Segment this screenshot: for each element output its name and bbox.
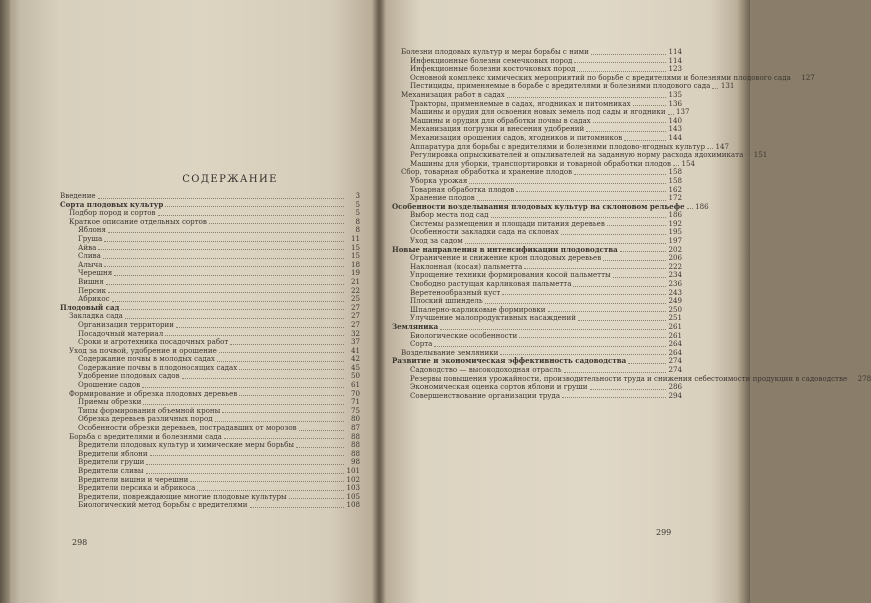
toc-entry-page: 135 (668, 89, 682, 99)
toc-entry-title: Возделывание земляники (401, 347, 499, 357)
toc-entry-title: Сроки и агротехника посадочных работ (78, 337, 229, 347)
toc-entry-title: Резервы повышения урожайности, производительности труда и снижения себестоимости продукции в садоводстве (410, 373, 848, 383)
left-page-number: 298 (72, 538, 88, 547)
book-gutter (372, 0, 386, 603)
toc-entry-title: Борьба с вредителями и болезнями сада (69, 431, 222, 441)
toc-entry-title: Машины и орудия для освоения новых земель под сады и ягодники (410, 107, 666, 117)
toc-entry-page: 88 (350, 431, 360, 441)
toc-entry-title: Айва (78, 242, 97, 252)
toc-leader-dots (150, 455, 344, 456)
toc-entry-title: Вредители сливы (78, 466, 144, 475)
toc-entry-page: 147 (715, 141, 730, 151)
toc-leader-dots (712, 88, 718, 89)
toc-entry-title: Земляника (392, 322, 439, 331)
toc-leader-dots (158, 215, 344, 216)
toc-entry-title: Слива (78, 251, 101, 261)
toc-entry-title: Краткое описание отдельных сортов (69, 216, 207, 226)
toc-leader-dots (190, 481, 344, 482)
toc-entry (60, 244, 360, 253)
toc-leader-dots (578, 320, 666, 321)
toc-entry-page: 88 (350, 448, 360, 458)
toc-entry-title: Уход за почвой, удобрение и орошение (69, 345, 217, 355)
toc-leader-dots (707, 148, 713, 149)
toc-leader-dots (143, 404, 344, 405)
toc-entry-page: 186 (695, 201, 709, 211)
toc-entry-page: 137 (676, 107, 690, 117)
toc-entry-title: Совершенствование организации труда (410, 390, 561, 400)
toc-entry-page: 80 (350, 414, 360, 424)
toc-leader-dots (485, 303, 666, 304)
toc-entry-title: Выбор места под сад (410, 210, 489, 220)
toc-leader-dots (613, 277, 666, 278)
toc-leader-dots (586, 131, 666, 132)
toc-entry-page: 71 (350, 397, 360, 407)
toc-entry-page: 21 (350, 276, 360, 286)
toc-entry-title: Основной комплекс химических мероприятий по борьбе с вредителями и болезнями плодового сада (410, 72, 791, 82)
toc-leader-dots (219, 352, 344, 353)
toc-leader-dots (146, 464, 344, 465)
toc-entry-title: Персик (78, 285, 107, 295)
toc-leader-dots (593, 122, 666, 123)
toc-leader-dots (165, 206, 344, 207)
toc-entry-title: Новые направления в интенсификации плодоводства (392, 244, 618, 254)
toc-leader-dots (590, 389, 666, 390)
toc-entry-page: 45 (350, 362, 360, 372)
toc-entry-title: Свободно растущая карликовая пальметта (410, 279, 572, 289)
toc-entry-title: Посадочный материал (78, 328, 164, 338)
toc-leader-dots (125, 318, 344, 319)
toc-entry-title: Машины и орудия для обработки почвы в садах (410, 115, 591, 125)
toc-leader-dots (577, 71, 666, 72)
toc-leader-dots (500, 354, 666, 355)
toc-entry-page: 286 (668, 382, 682, 392)
toc-leader-dots (562, 397, 666, 398)
toc-entry-page: 5 (355, 208, 360, 218)
toc-entry-title: Уход за садом (410, 236, 463, 246)
toc-entry-title: Плоский шпиндель (410, 296, 483, 306)
toc-entry-title: Садоводство — высокодоходная отрасль (410, 364, 562, 374)
toc-leader-dots (633, 105, 666, 106)
toc-entry-title: Закладка сада (69, 311, 123, 321)
toc-entry-page: 154 (681, 158, 696, 168)
toc-leader-dots (108, 232, 344, 233)
toc-leader-dots (591, 54, 666, 55)
toc-entry-page: 206 (668, 253, 682, 263)
toc-entry-page: 158 (668, 167, 682, 177)
toc-entry-page: 102 (346, 474, 360, 484)
toc-entry-title: Плодовый сад (60, 302, 120, 312)
toc-leader-dots (624, 140, 666, 141)
toc-entry-title: Вредители яблони (78, 448, 148, 458)
toc-entry-title: Вредители плодовых культур и химические меры борьбы (78, 440, 295, 450)
toc-entry-title: Системы размещения и площади питания деревьев (410, 218, 605, 228)
toc-entry-page: 25 (350, 294, 360, 304)
toc-entry-page: 195 (668, 227, 682, 237)
toc-entry-title: Абрикос (78, 294, 110, 304)
toc-leader-dots (103, 258, 344, 259)
toc-entry-page: 249 (668, 296, 682, 306)
toc-entry-title: Хранение плодов (410, 193, 475, 203)
toc-entry-title: Механизация работ в садах (401, 89, 505, 99)
toc-entry-page: 274 (668, 356, 682, 366)
toc-entry-page: 236 (668, 279, 682, 289)
toc-leader-dots (628, 363, 666, 364)
toc-leader-dots (524, 268, 666, 269)
toc-entry (60, 235, 360, 244)
toc-entry-title: Обрезка деревьев различных пород (78, 414, 213, 424)
toc-entry-title: Вишня (78, 276, 104, 286)
toc-entry-title: Инфекционные болезни семечковых пород (410, 55, 573, 65)
toc-leader-dots (561, 234, 666, 235)
toc-entry-title: Товарная обработка плодов (410, 184, 515, 194)
toc-entry-page: 264 (668, 347, 682, 357)
toc-entry-page: 18 (350, 259, 360, 269)
toc-entry-page: 197 (668, 236, 682, 246)
toc-leader-dots (603, 260, 666, 261)
book-edge-right (738, 0, 750, 603)
toc-entry (60, 501, 360, 510)
toc-leader-dots (142, 387, 344, 388)
toc-entry-page: 114 (668, 55, 682, 65)
toc-leader-dots (197, 490, 344, 491)
toc-leader-dots (112, 301, 344, 302)
toc-entry-title: Ограничение и снижение крон плодовых деревьев (410, 253, 602, 263)
toc-entry-title: Механизация погрузки и внесения удобрений (410, 124, 585, 134)
toc-entry-page: 114 (668, 47, 682, 56)
toc-leader-dots (469, 183, 666, 184)
toc-title: СОДЕРЖАНИЕ (182, 174, 278, 185)
toc-entry-page: 8 (355, 225, 360, 235)
toc-entry-page: 8 (355, 216, 360, 226)
toc-leader-dots (574, 174, 666, 175)
toc-entry-title: Особенности закладки сада на склонах (410, 227, 559, 237)
toc-entry-title: Регулировка опрыскивателей и опыливателей на заданную норму расхода ядохимиката (410, 150, 744, 160)
toc-entry-page: 274 (668, 364, 682, 374)
toc-leader-dots (573, 286, 666, 287)
toc-leader-dots (434, 346, 666, 347)
toc-entry-page: 42 (350, 354, 360, 364)
toc-leader-dots (217, 361, 344, 362)
toc-entry-title: Введение (60, 191, 96, 200)
toc-entry-title: Шпалерно-карликовые формировки (410, 304, 546, 314)
toc-leader-dots (215, 421, 344, 422)
toc-entry (60, 252, 360, 261)
toc-entry-page: 87 (350, 423, 360, 433)
toc-entry-title: Развитие и экономическая эффективность садоводства (392, 356, 627, 366)
toc-entry-title: Сбор, товарная обработка и хранение плодов (401, 167, 573, 177)
toc-entry-page: 140 (668, 115, 682, 125)
toc-entry-page: 70 (350, 388, 360, 398)
right-page-number: 299 (656, 528, 672, 537)
toc-entry-page: 158 (668, 175, 682, 185)
toc-entry-page: 136 (668, 98, 682, 108)
toc-entry-title: Удобрение плодовых садов (78, 371, 180, 381)
toc-entry-page: 15 (350, 242, 360, 252)
toc-entry-title: Формирование и обрезка плодовых деревьев (69, 388, 238, 398)
toc-entry-page: 261 (668, 322, 682, 331)
toc-leader-dots (289, 498, 344, 499)
left-toc-list (60, 192, 360, 510)
toc-leader-dots (239, 395, 344, 396)
toc-entry-title: Организация территории (78, 319, 175, 329)
toc-leader-dots (165, 335, 344, 336)
toc-entry-title: Содержание почвы в плодоносящих садах (78, 362, 238, 372)
toc-leader-dots (574, 62, 666, 63)
toc-entry-title: Сорта (410, 339, 433, 349)
toc-entry-title: Груша (78, 233, 103, 243)
toc-entry-page: 192 (668, 218, 682, 228)
toc-entry (392, 392, 682, 401)
toc-entry-title: Вредители груши (78, 457, 145, 467)
toc-entry-title: Упрощение техники формирования косой пальметты (410, 270, 611, 280)
toc-entry-page: 41 (350, 345, 360, 355)
toc-entry-title: Сорта плодовых культур (60, 199, 164, 209)
toc-entry-title: Содержание почвы в молодых садах (78, 354, 215, 364)
toc-leader-dots (465, 243, 666, 244)
toc-leader-dots (121, 309, 344, 310)
toc-entry-page: 15 (350, 251, 360, 261)
toc-leader-dots (176, 327, 344, 328)
toc-leader-dots (239, 369, 344, 370)
toc-entry-page: 19 (350, 268, 360, 278)
toc-entry-page: 172 (668, 193, 682, 203)
toc-leader-dots (507, 97, 666, 98)
toc-leader-dots (477, 200, 666, 201)
toc-entry-page: 22 (350, 285, 360, 295)
toc-entry-page: 261 (668, 330, 682, 340)
toc-leader-dots (146, 473, 344, 474)
toc-entry-page: 294 (668, 390, 682, 400)
toc-entry-title: Вредители вишни и черешни (78, 474, 189, 484)
toc-entry-title: Алыча (78, 259, 103, 269)
toc-entry-title: Наклонная (косая) пальметта (410, 261, 523, 271)
toc-entry-page: 234 (668, 270, 682, 280)
toc-entry-title: Экономическая оценка сортов яблони и груши (410, 382, 588, 392)
toc-entry-title: Пестициды, применяемые в борьбе с вредителями и болезнями плодового сада (410, 81, 711, 91)
toc-entry-page: 264 (668, 339, 682, 349)
toc-entry-page: 11 (350, 233, 360, 243)
toc-entry-title: Приемы обрезки (78, 397, 142, 407)
toc-entry-title: Особенности обрезки деревьев, пострадавших от морозов (78, 423, 297, 433)
toc-entry-title: Подбор пород и сортов (69, 208, 156, 218)
toc-leader-dots (98, 198, 344, 199)
toc-entry-title: Уборка урожая (410, 175, 468, 185)
toc-entry-title: Веретенообразный куст (410, 287, 501, 297)
toc-entry-title: Яблоня (78, 225, 106, 235)
toc-leader-dots (222, 412, 344, 413)
toc-entry-page: 88 (350, 440, 360, 450)
toc-leader-dots (564, 372, 666, 373)
toc-leader-dots (607, 225, 666, 226)
toc-entry-page: 75 (350, 405, 360, 415)
toc-entry-page: 105 (346, 491, 360, 501)
toc-entry-title: Механизация орошения садов, ягодников и питомников (410, 132, 623, 142)
toc-entry (392, 332, 682, 341)
toc-leader-dots (548, 311, 666, 312)
toc-entry-page: 251 (668, 313, 682, 323)
toc-leader-dots (491, 217, 667, 218)
toc-leader-dots (224, 438, 344, 439)
toc-entry-page: 27 (350, 319, 360, 329)
toc-entry-title: Особенности возделывания плодовых культур на склоновом рельефе (392, 201, 685, 211)
toc-entry-page: 250 (668, 304, 682, 314)
toc-entry (60, 226, 360, 235)
toc-leader-dots (620, 251, 666, 252)
toc-leader-dots (502, 294, 666, 295)
toc-entry-title: Биологические особенности (410, 330, 518, 340)
toc-leader-dots (230, 344, 344, 345)
toc-entry-page: 108 (346, 500, 360, 510)
toc-entry-page: 131 (720, 81, 735, 91)
toc-entry-page: 222 (668, 261, 682, 271)
toc-entry-page: 278 (857, 373, 871, 383)
toc-entry-title: Тракторы, применяемые в садах, ягодниках и питомниках (410, 98, 631, 108)
toc-entry-page: 143 (668, 124, 682, 134)
toc-entry-page: 27 (350, 311, 360, 321)
toc-entry-page: 61 (350, 380, 360, 390)
toc-leader-dots (209, 223, 344, 224)
toc-entry-title: Машины для уборки, транспортировки и товарной обработки плодов (410, 158, 672, 168)
toc-entry-title: Вредители, повреждающие многие плодовые культуры (78, 491, 287, 501)
toc-entry-page: 50 (350, 371, 360, 381)
toc-entry-page: 101 (346, 466, 360, 475)
toc-entry-title: Типы формирования объемной кроны (78, 405, 221, 415)
toc-entry-title: Вредители персика и абрикоса (78, 483, 196, 493)
toc-entry-page: 127 (801, 72, 815, 82)
toc-leader-dots (519, 337, 666, 338)
toc-entry-page: 98 (350, 457, 360, 467)
toc-leader-dots (108, 292, 344, 293)
toc-entry-page: 3 (355, 191, 360, 200)
toc-entry-page: 5 (355, 199, 360, 209)
toc-entry-title: Инфекционные болезни косточковых пород (410, 64, 576, 74)
toc-leader-dots (673, 165, 679, 166)
toc-leader-dots (440, 329, 666, 330)
right-toc-list (392, 47, 871, 400)
toc-entry-page: 123 (668, 64, 682, 74)
toc-entry-page: 162 (668, 184, 682, 194)
toc-leader-dots (98, 249, 344, 250)
toc-leader-dots (745, 157, 751, 158)
toc-leader-dots (104, 241, 344, 242)
toc-entry-page: 202 (668, 244, 682, 254)
toc-entry-title: Черешня (78, 268, 113, 278)
toc-entry-page: 37 (350, 337, 360, 347)
toc-entry-page: 32 (350, 328, 360, 338)
toc-entry-page: 243 (668, 287, 682, 297)
toc-leader-dots (299, 430, 344, 431)
toc-leader-dots (668, 114, 674, 115)
toc-entry-title: Аппаратура для борьбы с вредителями и болезнями плодово-ягодных культур (410, 141, 706, 151)
toc-entry-page: 103 (346, 483, 360, 493)
toc-entry-page: 151 (753, 150, 768, 160)
toc-entry-title: Орошение садов (78, 380, 141, 390)
toc-leader-dots (182, 378, 344, 379)
toc-leader-dots (106, 284, 344, 285)
book-edge-left (0, 0, 10, 603)
toc-entry-title: Биологический метод борьбы с вредителями (78, 500, 248, 510)
toc-entry-title: Улучшение малопродуктивных насаждений (410, 313, 576, 323)
toc-entry-page: 27 (350, 302, 360, 312)
toc-leader-dots (250, 507, 345, 508)
toc-leader-dots (296, 447, 344, 448)
toc-entry-page: 144 (668, 132, 682, 142)
toc-leader-dots (114, 275, 344, 276)
toc-leader-dots (793, 79, 799, 80)
toc-leader-dots (849, 380, 855, 381)
toc-leader-dots (516, 191, 666, 192)
toc-entry-page: 186 (668, 210, 682, 220)
toc-entry-title: Болезни плодовых культур и меры борьбы с ними (401, 47, 589, 56)
toc-leader-dots (104, 266, 344, 267)
toc-leader-dots (687, 208, 693, 209)
toc-entry (60, 269, 360, 278)
